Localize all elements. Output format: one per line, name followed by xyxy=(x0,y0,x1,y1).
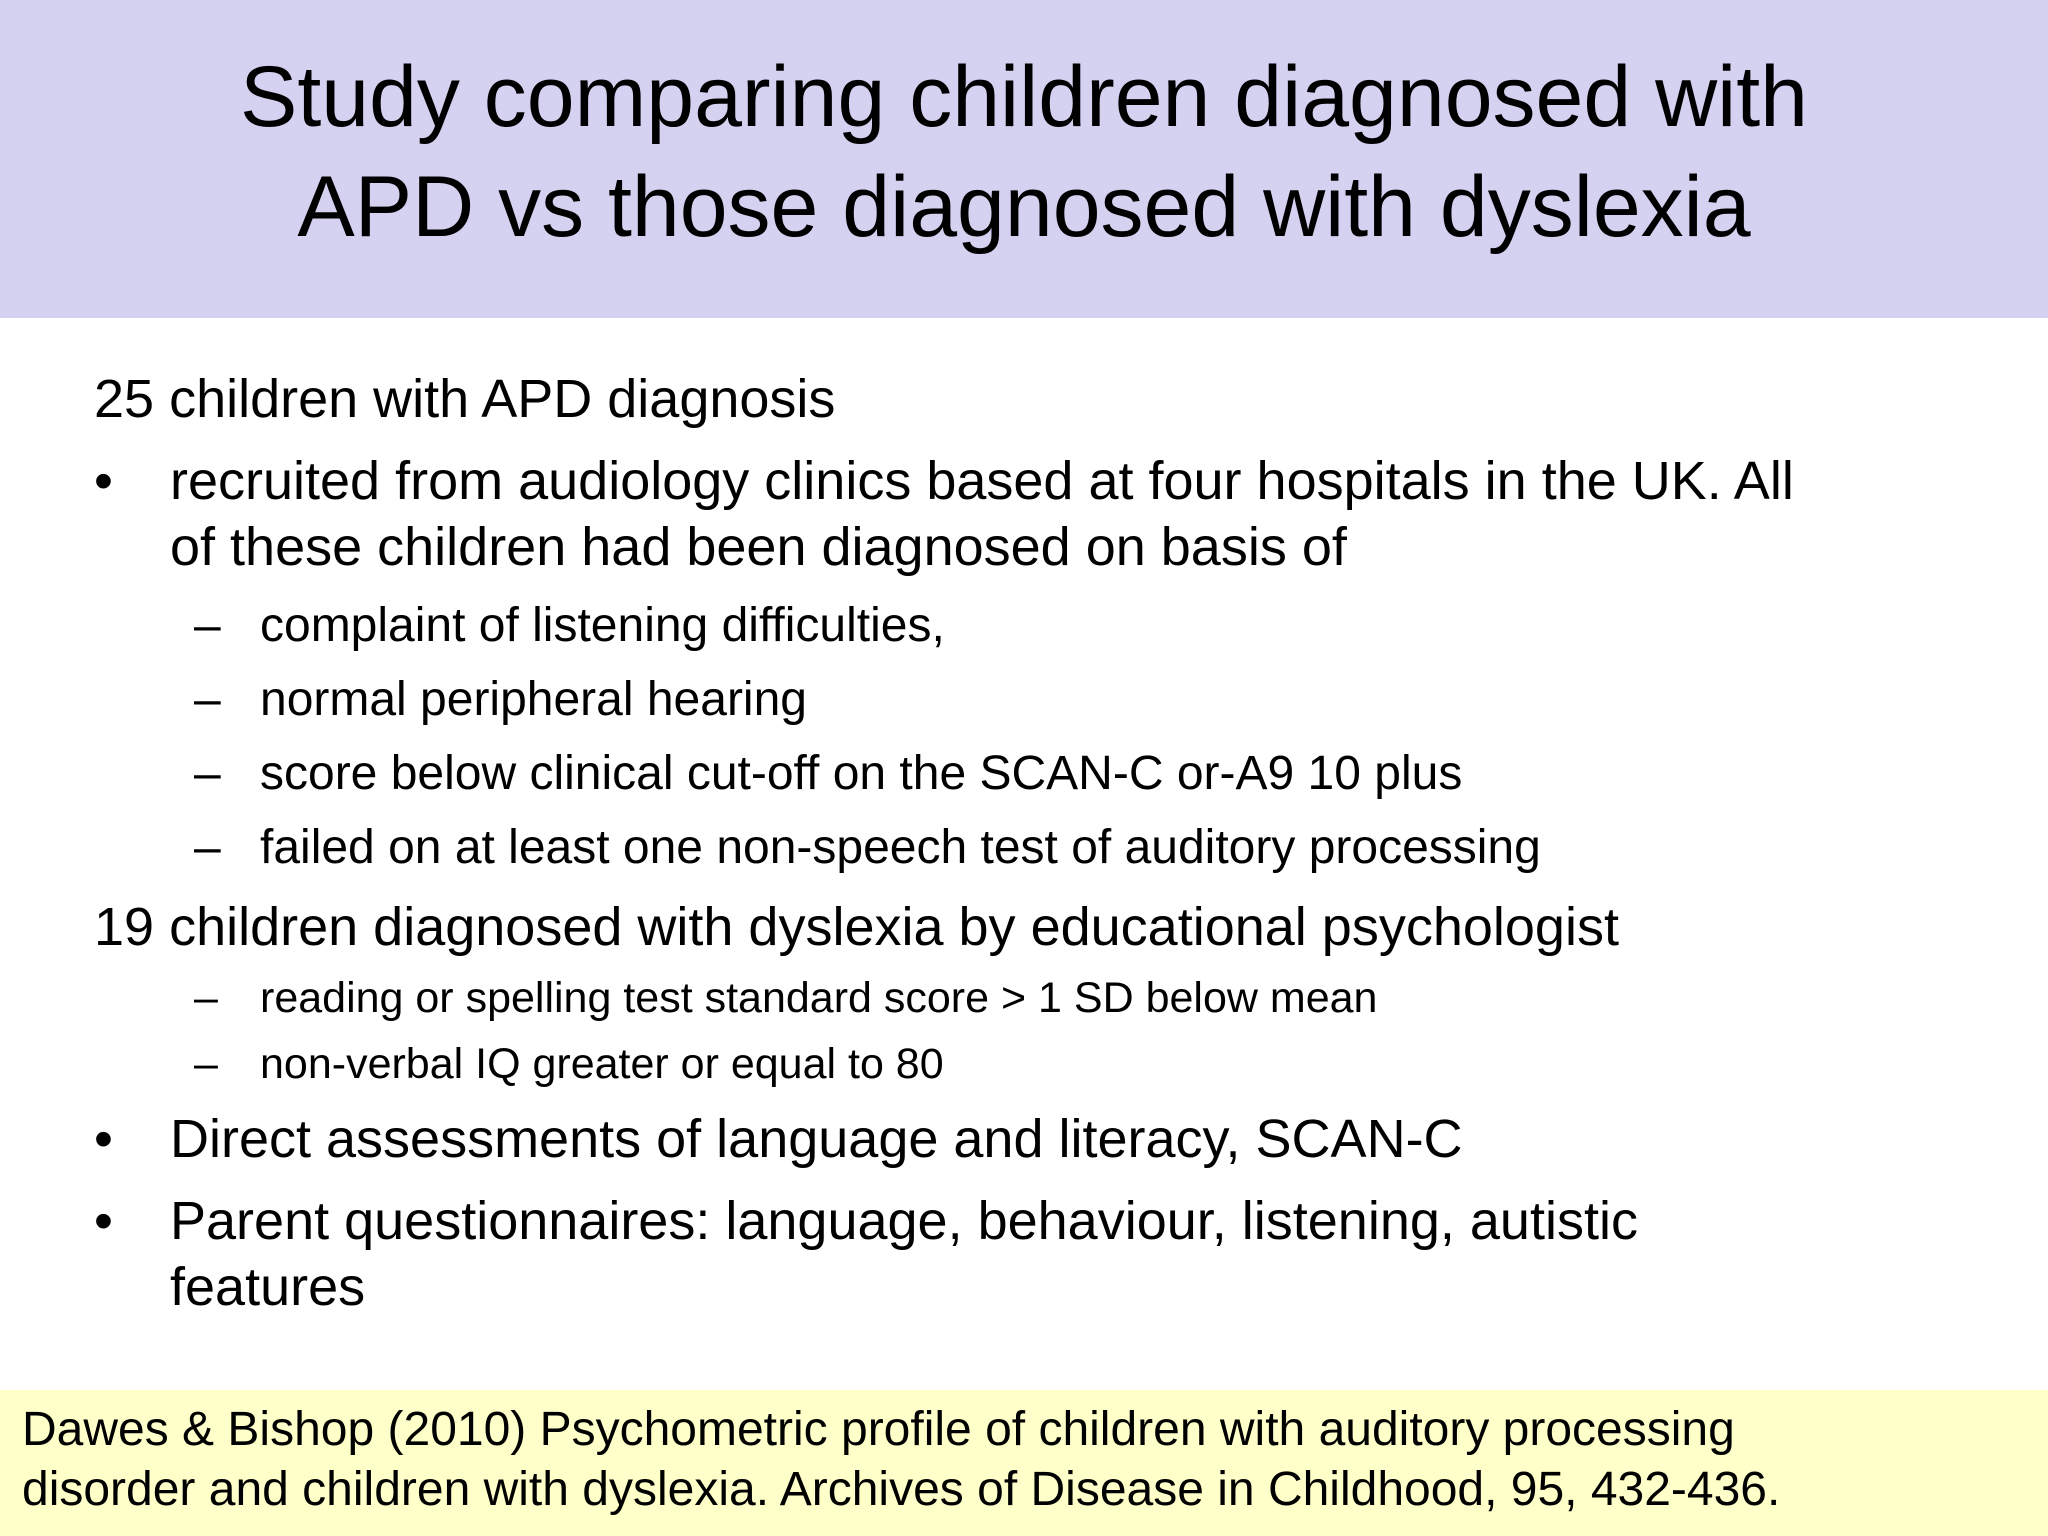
bullet-icon: • xyxy=(94,1191,113,1251)
apd-criterion: normal peripheral hearing xyxy=(260,673,807,726)
dyslexia-heading: 19 children diagnosed with dyslexia by educational psychologist xyxy=(94,897,1619,957)
apd-bullet-line-2: of these children had been diagnosed on basis of xyxy=(170,517,1347,577)
apd-criterion: score below clinical cut-off on the SCAN-C or-A9 10 plus xyxy=(260,747,1463,800)
bullet-icon: • xyxy=(94,1109,113,1169)
slide-title-line-1: Study comparing children diagnosed with xyxy=(239,49,1809,145)
dash-icon: – xyxy=(194,599,221,652)
dash-icon: – xyxy=(194,821,221,874)
measure-item-continuation: features xyxy=(170,1257,366,1317)
citation-band xyxy=(0,1390,2048,1536)
citation-line-2: disorder and children with dyslexia. Archives of Disease in Childhood, 95, 432-436. xyxy=(22,1463,1781,1516)
apd-criterion: complaint of listening difficulties, xyxy=(260,599,945,652)
slide-title-line-2: APD vs those diagnosed with dyslexia xyxy=(297,159,1751,255)
dyslexia-criterion: reading or spelling test standard score > 1 SD below mean xyxy=(260,974,1378,1022)
title-band xyxy=(0,0,2048,318)
dash-icon: – xyxy=(194,747,221,800)
bullet-icon: • xyxy=(94,451,113,511)
measure-item: Parent questionnaires: language, behaviour, listening, autistic xyxy=(170,1191,1638,1251)
citation-line-1: Dawes & Bishop (2010) Psychometric profile of children with auditory processing xyxy=(22,1403,1735,1456)
dyslexia-criterion: non-verbal IQ greater or equal to 80 xyxy=(260,1040,944,1088)
dash-icon: – xyxy=(194,974,218,1022)
dash-icon: – xyxy=(194,1040,218,1088)
apd-bullet-line-1: recruited from audiology clinics based at four hospitals in the UK. All xyxy=(170,451,1794,511)
measure-item: Direct assessments of language and literacy, SCAN-C xyxy=(170,1109,1463,1169)
apd-heading: 25 children with APD diagnosis xyxy=(94,369,836,429)
apd-criterion: failed on at least one non-speech test of auditory processing xyxy=(260,821,1541,874)
dash-icon: – xyxy=(194,673,221,726)
slide-title xyxy=(0,42,2048,262)
